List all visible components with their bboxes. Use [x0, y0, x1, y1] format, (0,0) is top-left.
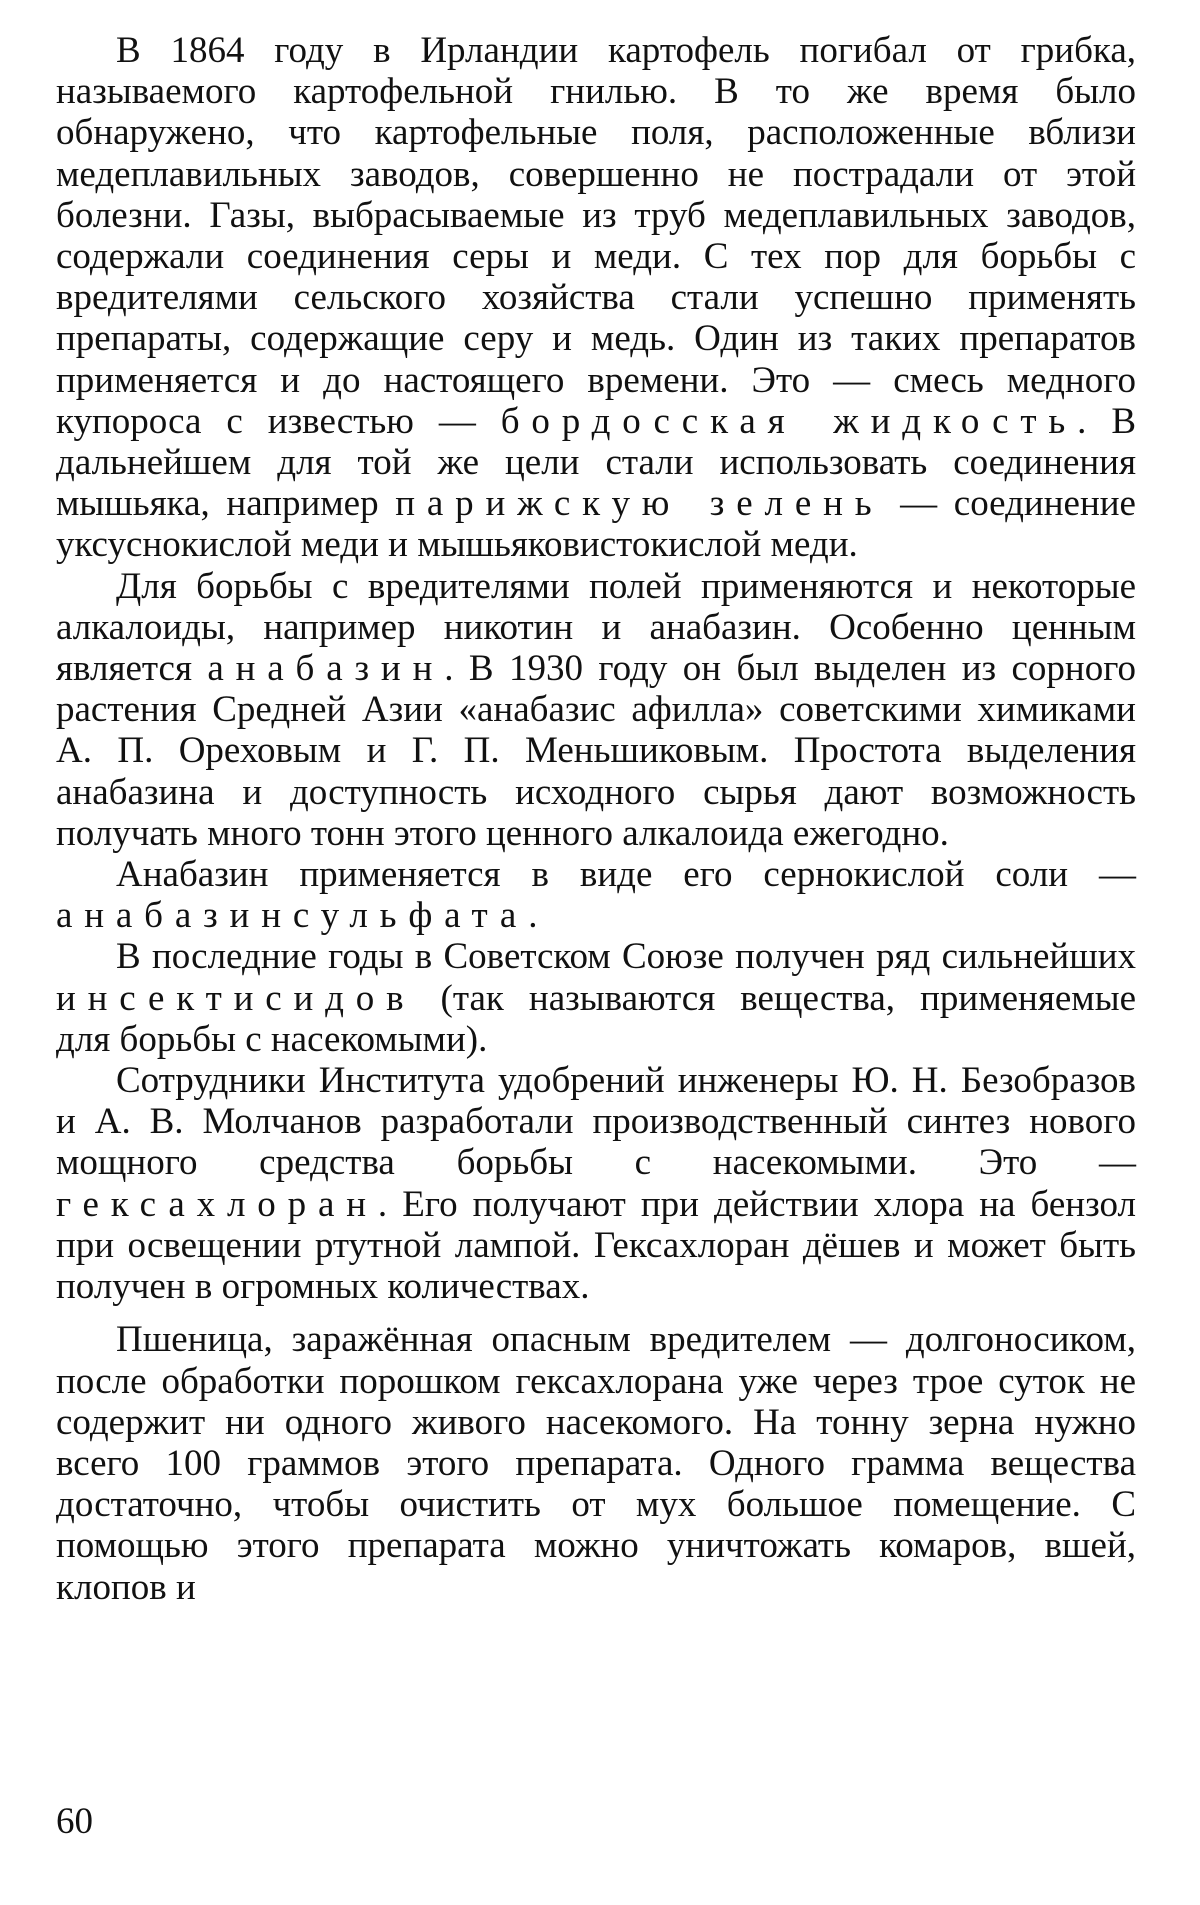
paragraph	[56, 30, 1136, 566]
paragraph	[56, 1060, 1136, 1307]
page-body	[56, 30, 1136, 1870]
text-segment: Сотрудники Института удобрений инженеры Ю. Н. Безобразов и А. В. Молчанов разработали производственный синтез нового мощного средства борьбы с насекомыми. Это —	[56, 1060, 1136, 1184]
text-segment: . В 1930 году он был выделен из сорного растения Средней Азии «анабазис афилла» советскими химиками А. П. Ореховым и Г. П. Меньшиковым. Простота выделения анабазина и доступность исходного сырья дают возможность получать много тонн этого ценного алкалоида ежегодно.	[56, 648, 1136, 854]
text-segment: В 1864 году в Ирландии картофель погибал от грибка, называемого картофельной гнилью. В то же время было обнаружено, что картофельные поля, расположенные вблизи медеплавильных заводов, совершенно не пострадали от этой болезни. Газы, выбрасываемые из труб медеплавильных заводов, содержали соединения серы и меди. С тех пор для борьбы с вредителями сельского хозяйства стали успешно применять препараты, содержащие серу и медь. Один из таких препаратов применяется и до настоящего времени. Это — смесь медного купороса с известью —	[56, 30, 1136, 442]
text-segment: Пшеница, заражённая опасным вредителем — долгоносиком, после обработки порошком гексахлорана уже через трое суток не содержит ни одного живого насекомого. На тонну зерна нужно всего 100 граммов этого препарата. Одного грамма вещества достаточно, чтобы очистить от мух большое помещение. С помощью этого препарата можно уничтожать комаров, вшей, клопов и	[56, 1319, 1136, 1608]
text-segment: В последние годы в Советском Союзе получен ряд сильнейших	[116, 936, 1136, 978]
text-segment: . В дальнейшем для той же цели стали использовать соединения мышьяка, например	[56, 400, 1136, 525]
text-segment: Для борьбы с вредителями полей применяются и некоторые алкалоиды, например никотин и анабазин. Особенно ценным является	[56, 565, 1136, 690]
paragraph	[56, 854, 1136, 936]
text-segment: .	[528, 895, 538, 937]
text-segment: — соединение уксуснокислой меди и мышьяковистокислой меди.	[56, 483, 1136, 566]
emphasized-term: анабазин	[207, 648, 445, 690]
paragraph	[56, 566, 1136, 854]
emphasized-term: парижскую зелень	[395, 483, 884, 525]
emphasized-term: анабазинсульфата	[56, 895, 529, 937]
emphasized-term: инсектисидов	[56, 977, 416, 1019]
emphasized-term: бордосская жидкость	[500, 400, 1078, 442]
text-segment: . Его получают при действии хлора на бензол при освещении ртутной лампой. Гексахлоран дёшев и может быть получен в огромных количествах.	[56, 1183, 1136, 1308]
paragraph	[56, 936, 1136, 1060]
page-number: 60	[56, 1801, 93, 1842]
text-segment: (так называются вещества, применяемые для борьбы с насекомыми).	[56, 977, 1136, 1060]
text-segment: Анабазин применяется в виде его сернокислой соли —	[116, 854, 1136, 896]
emphasized-term: гексахлоран	[56, 1183, 378, 1225]
paragraph	[56, 1319, 1136, 1607]
